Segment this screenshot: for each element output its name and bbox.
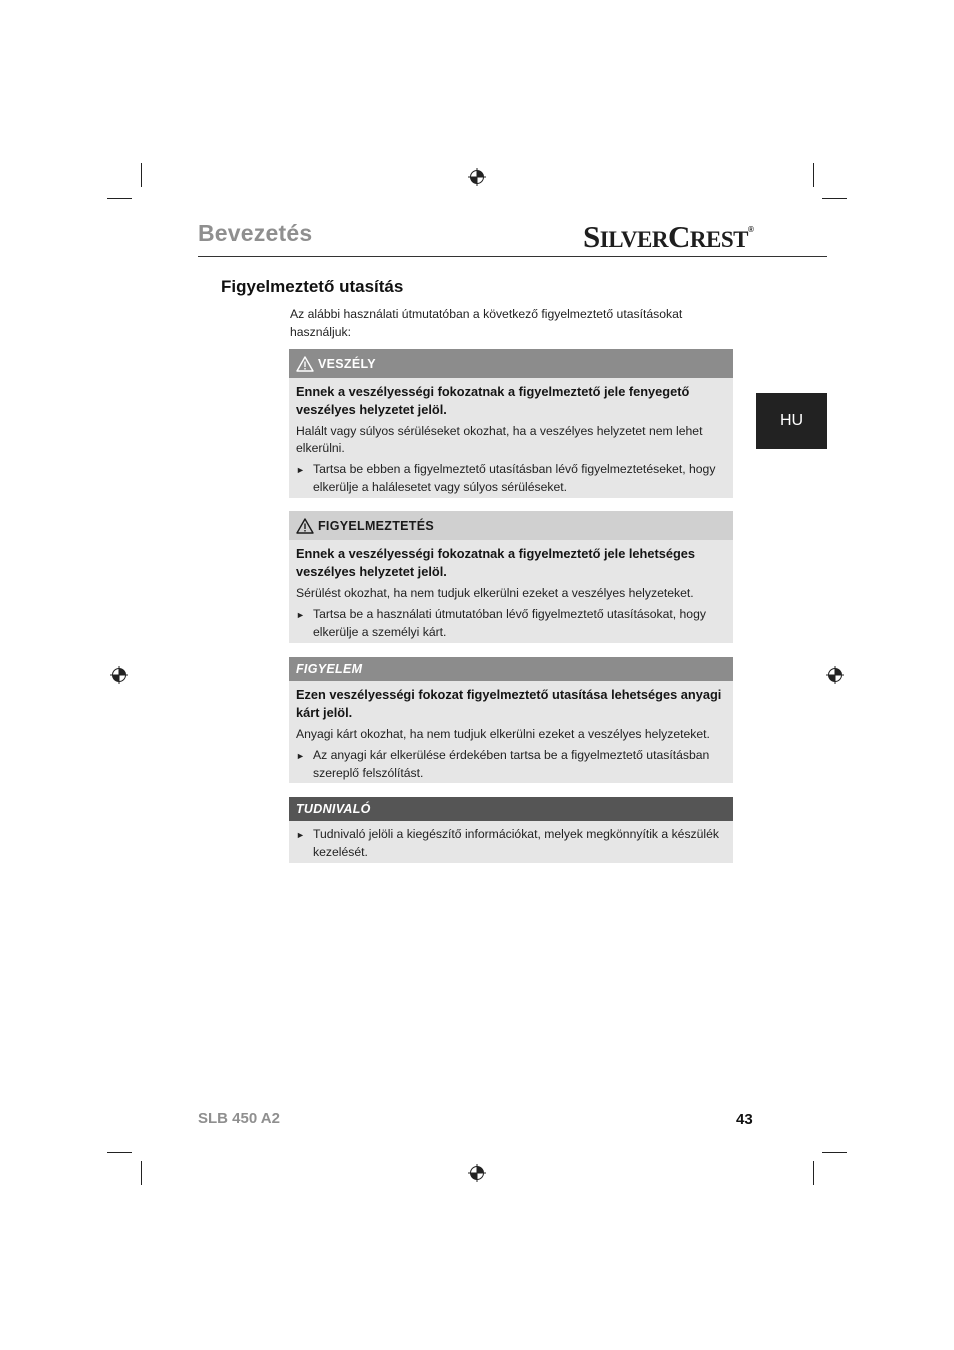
registration-mark-icon — [468, 1164, 486, 1182]
danger-header — [289, 349, 733, 378]
registration-mark-icon — [468, 168, 486, 186]
note-box — [289, 797, 733, 863]
caution-label: FIGYELEM — [296, 662, 363, 676]
registration-mark-icon — [110, 666, 128, 684]
crop-mark — [107, 1152, 132, 1153]
list-item — [296, 461, 726, 496]
crop-mark — [141, 1161, 142, 1185]
warning-label: FIGYELMEZTETÉS — [318, 518, 435, 533]
page-title: Bevezetés — [198, 220, 313, 246]
footer-model: SLB 450 A2 — [198, 1110, 280, 1127]
list-item — [296, 747, 726, 782]
warning-text: Sérülést okozhat, ha nem tudjuk elkerülni ezeket a veszélyes helyzeteket. — [296, 586, 694, 600]
note-bullet: Tudnivaló jelöli a kiegészítő információkat, melyek megkönnyítik a készülék kezelését. — [313, 827, 719, 859]
bullet-arrow-icon: ► — [296, 465, 305, 475]
caution-bullet: Az anyagi kár elkerülése érdekében tartsa be a figyelmeztető utasításban szereplő felszólítást. — [313, 748, 710, 780]
caution-text: Anyagi kárt okozhat, ha nem tudjuk elkerülni ezeket a veszélyes helyzeteket. — [296, 727, 710, 741]
danger-text: Halált vagy súlyos sérüléseket okozhat, ha a veszélyes helyzetet nem lehet elkerülni. — [296, 424, 703, 455]
crop-mark — [822, 1152, 847, 1153]
bullet-arrow-icon: ► — [296, 610, 305, 620]
warning-lead: Ennek a veszélyességi fokozatnak a figyelmeztető jele lehetséges veszélyes helyzetet jelöl. — [296, 546, 696, 579]
warning-triangle-icon — [296, 518, 314, 534]
warning-header — [289, 511, 733, 540]
crop-mark — [107, 198, 132, 199]
note-header — [289, 797, 733, 821]
crop-mark — [813, 163, 814, 187]
registration-mark-icon — [826, 666, 844, 684]
page-number: 43 — [736, 1111, 753, 1128]
language-tab: HU — [756, 393, 827, 449]
warning-bullet: Tartsa be a használati útmutatóban lévő figyelmeztető utasításokat, hogy elkerülje a személyi kárt. — [313, 607, 706, 639]
bullet-arrow-icon: ► — [296, 830, 305, 840]
section-heading: Figyelmeztető utasítás — [221, 277, 404, 296]
caution-lead: Ezen veszélyességi fokozat figyelmeztető utasítása lehetséges anyagi kárt jelöl. — [296, 687, 722, 720]
intro-text: Az alábbi használati útmutatóban a következő figyelmeztető utasításokat használjuk: — [290, 307, 683, 339]
list-item — [296, 826, 726, 861]
danger-box — [289, 349, 733, 498]
bullet-arrow-icon: ► — [296, 751, 305, 761]
caution-box — [289, 657, 733, 783]
danger-label: VESZÉLY — [318, 356, 376, 371]
danger-bullet: Tartsa be ebben a figyelmeztető utasításban lévő figyelmeztetéseket, hogy elkerülje a halálesetet vagy súlyos sérüléseket. — [313, 462, 716, 494]
header-divider — [198, 256, 827, 257]
list-item — [296, 606, 726, 641]
crop-mark — [813, 1161, 814, 1185]
danger-lead: Ennek a veszélyességi fokozatnak a figyelmeztető jele fenyegető veszélyes helyzetet jelöl. — [296, 384, 690, 417]
note-label: TUDNIVALÓ — [296, 802, 371, 816]
warning-triangle-icon — [296, 356, 314, 372]
crop-mark — [822, 198, 847, 199]
caution-header — [289, 657, 733, 681]
warning-box — [289, 511, 733, 643]
brand-logo: SILVERCREST® — [583, 219, 754, 254]
crop-mark — [141, 163, 142, 187]
